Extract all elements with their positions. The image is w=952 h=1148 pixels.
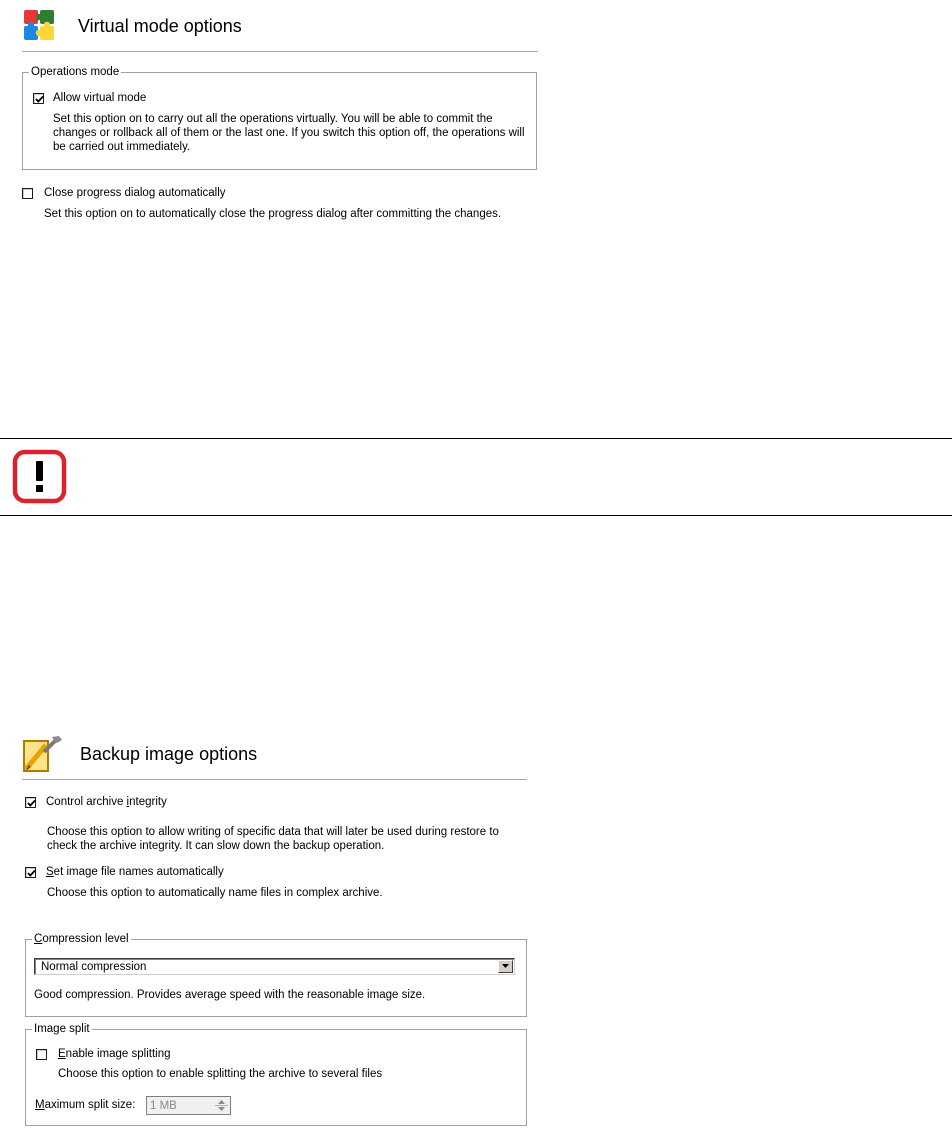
close-progress-label[interactable]: Close progress dialog automatically [44, 187, 226, 199]
control-integrity-label[interactable]: Control archive integrity [46, 796, 167, 808]
compression-level-value: Normal compression [41, 961, 147, 973]
edit-settings-icon [22, 734, 64, 774]
close-progress-checkbox[interactable] [22, 188, 33, 199]
max-split-size-label: Maximum split size: [35, 1099, 136, 1111]
enable-splitting-description: Choose this option to enable splitting the archive to several files [58, 1068, 383, 1080]
virtual-mode-icon [22, 8, 56, 42]
max-split-size-value: 1 MB [150, 1100, 177, 1112]
warning-bottom-rule [0, 515, 952, 516]
allow-virtual-mode-checkbox[interactable] [33, 93, 44, 104]
spinner-arrows-icon[interactable] [214, 1098, 229, 1113]
compression-level-label: Compression level [34, 933, 129, 945]
auto-names-label[interactable]: Set image file names automatically [46, 866, 224, 878]
control-integrity-description: Choose this option to allow writing of specific data that will later be used during restore to check the archive integrity. It can slow down the backup operation. [47, 826, 499, 852]
compression-level-group [25, 933, 527, 1017]
virtual-mode-title: Virtual mode options [78, 16, 242, 36]
max-split-size-spinner[interactable] [146, 1096, 231, 1115]
allow-virtual-mode-description: Set this option on to carry out all the operations virtually. You will be able to commit the changes or rollback all of them or the last one. If you switch this option off, the operations will be carried out immediately. [53, 113, 525, 153]
compression-level-description: Good compression. Provides average speed with the reasonable image size. [34, 989, 426, 1001]
auto-names-checkbox[interactable] [25, 867, 36, 878]
title-divider [22, 51, 538, 52]
enable-splitting-checkbox[interactable] [36, 1049, 47, 1060]
close-progress-description: Set this option on to automatically close the progress dialog after committing the changes. [44, 208, 502, 220]
warning-top-rule [0, 438, 952, 439]
chevron-down-icon[interactable] [498, 960, 513, 973]
backup-image-title: Backup image options [80, 744, 258, 764]
auto-names-description: Choose this option to automatically name files in complex archive. [47, 887, 383, 899]
control-integrity-checkbox[interactable] [25, 797, 36, 808]
allow-virtual-mode-label[interactable]: Allow virtual mode [53, 92, 147, 104]
enable-splitting-label[interactable]: Enable image splitting [58, 1048, 171, 1060]
exclamation-icon [12, 449, 67, 504]
operations-mode-label: Operations mode [31, 66, 120, 78]
compression-level-select[interactable] [34, 958, 515, 975]
image-split-label: Image split [34, 1023, 90, 1035]
backup-title-divider [22, 779, 527, 780]
